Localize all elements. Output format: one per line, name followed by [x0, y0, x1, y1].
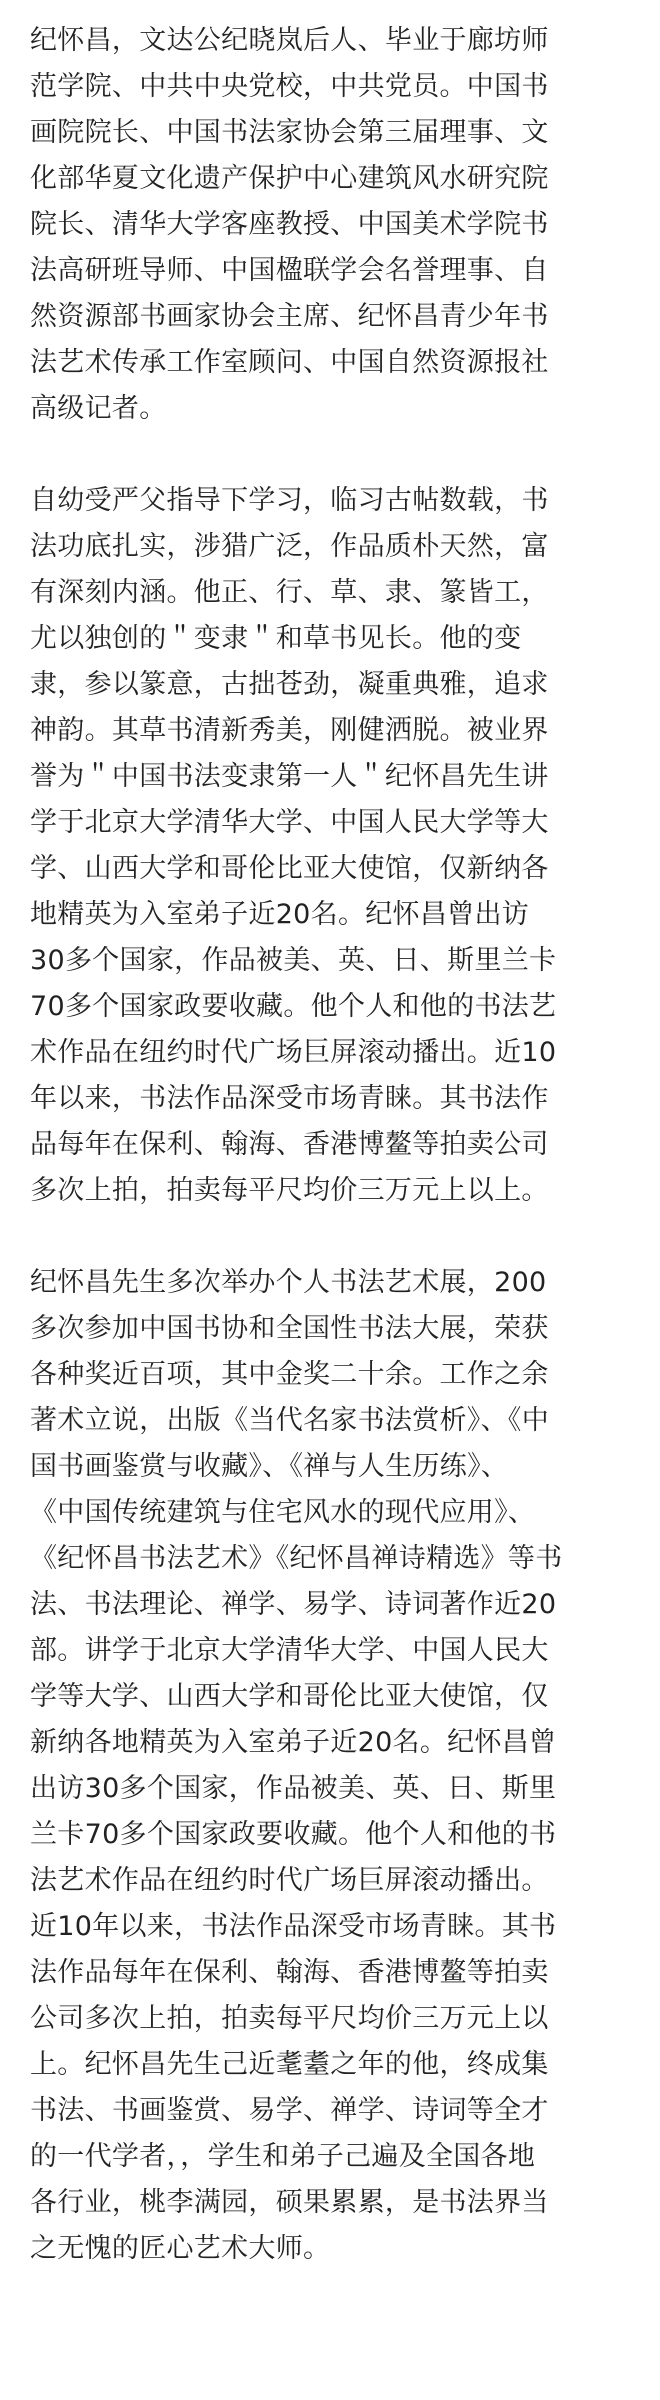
text-line: 多次上拍，拍卖每平尺均价三万元上以上。	[30, 1175, 549, 1206]
paragraph-achievements	[30, 1260, 634, 2272]
text-line: 《纪怀昌书法艺术》《纪怀昌禅诗精选》等书	[30, 1543, 563, 1574]
text-line: 各种奖近百项，其中金奖二十余。工作之余	[30, 1359, 549, 1390]
text-line: 出访30多个国家，作品被美、英、日、斯里	[30, 1773, 557, 1804]
text-line: 纪怀昌先生多次举办个人书法艺术展，200	[30, 1267, 547, 1298]
paragraph-biography	[30, 18, 634, 432]
text-line: 隶，参以篆意，古拙苍劲，凝重典雅，追求	[30, 669, 549, 700]
text-line: 有深刻内涵。他正、行、草、隶、篆皆工，	[30, 577, 549, 608]
text-line: 化部华夏文化遗产保护中心建筑风水研究院	[30, 163, 549, 194]
text-line: 法艺术作品在纽约时代广场巨屏滚动播出。	[30, 1865, 549, 1896]
text-line: 上。纪怀昌先生己近耄耋之年的他，终成集	[30, 2049, 549, 2080]
text-line: 品每年在保利、翰海、香港博鳌等拍卖公司	[30, 1129, 549, 1160]
text-line: 法艺术传承工作室顾问、中国自然资源报社	[30, 347, 549, 378]
text-line: 自幼受严父指导下学习，临习古帖数载，书	[30, 485, 549, 516]
text-line: 部。讲学于北京大学清华大学、中国人民大	[30, 1635, 549, 1666]
text-line: 学等大学、山西大学和哥伦比亚大使馆，仅	[30, 1681, 549, 1712]
text-line: 画院院长、中国书法家协会第三届理事、文	[30, 117, 549, 148]
text-line: 70多个国家政要收藏。他个人和他的书法艺	[30, 991, 557, 1022]
text-line: 法、书法理论、禅学、易学、诗词著作近20	[30, 1589, 557, 1620]
text-line: 兰卡70多个国家政要收藏。他个人和他的书	[30, 1819, 557, 1850]
text-line: 学于北京大学清华大学、中国人民大学等大	[30, 807, 549, 838]
text-line: 然资源部书画家协会主席、纪怀昌青少年书	[30, 301, 549, 332]
paragraph-spacer	[30, 1214, 634, 1260]
text-line: 法作品每年在保利、翰海、香港博鳌等拍卖	[30, 1957, 549, 1988]
text-line: 30多个国家，作品被美、英、日、斯里兰卡	[30, 945, 557, 976]
text-line: 术作品在纽约时代广场巨屏滚动播出。近10	[30, 1037, 557, 1068]
text-line: 纪怀昌，文达公纪晓岚后人、毕业于廊坊师	[30, 25, 549, 56]
text-line: 多次参加中国书协和全国性书法大展，荣获	[30, 1313, 549, 1344]
text-line: 学、山西大学和哥伦比亚大使馆，仅新纳各	[30, 853, 549, 884]
text-line: 国书画鉴赏与收藏》、《禅与人生历练》、	[30, 1451, 509, 1482]
text-line: 神韵。其草书清新秀美，刚健洒脱。被业界	[30, 715, 549, 746]
text-line: 新纳各地精英为入室弟子近20名。纪怀昌曾	[30, 1727, 557, 1758]
text-line: 的一代学者，，学生和弟子己遍及全国各地	[30, 2141, 536, 2172]
text-line: 年以来，书法作品深受市场青睐。其书法作	[30, 1083, 549, 1114]
text-line: 著术立说，出版《当代名家书法赏析》、《中	[30, 1405, 549, 1436]
text-line: 之无愧的匠心艺术大师。	[30, 2233, 331, 2264]
text-line: 尤以独创的＂变隶＂和草书见长。他的变	[30, 623, 522, 654]
paragraph-calligraphy-style	[30, 478, 634, 1214]
text-line: 法高研班导师、中国楹联学会名誉理事、自	[30, 255, 549, 286]
text-line: 高级记者。	[30, 393, 167, 424]
text-line: 院长、清华大学客座教授、中国美术学院书	[30, 209, 549, 240]
text-line: 地精英为入室弟子近20名。纪怀昌曾出访	[30, 899, 530, 930]
text-line: 誉为＂中国书法变隶第一人＂纪怀昌先生讲	[30, 761, 549, 792]
text-line: 各行业，桃李满园，硕果累累，是书法界当	[30, 2187, 549, 2218]
text-line: 书法、书画鉴赏、易学、禅学、诗词等全才	[30, 2095, 549, 2126]
text-line: 《中国传统建筑与住宅风水的现代应用》、	[30, 1497, 536, 1528]
text-line: 公司多次上拍，拍卖每平尺均价三万元上以	[30, 2003, 549, 2034]
text-line: 法功底扎实，涉猎广泛，作品质朴天然，富	[30, 531, 549, 562]
text-line: 近10年以来，书法作品深受市场青睐。其书	[30, 1911, 557, 1942]
paragraph-spacer	[30, 432, 634, 478]
text-line: 范学院、中共中央党校，中共党员。中国书	[30, 71, 549, 102]
